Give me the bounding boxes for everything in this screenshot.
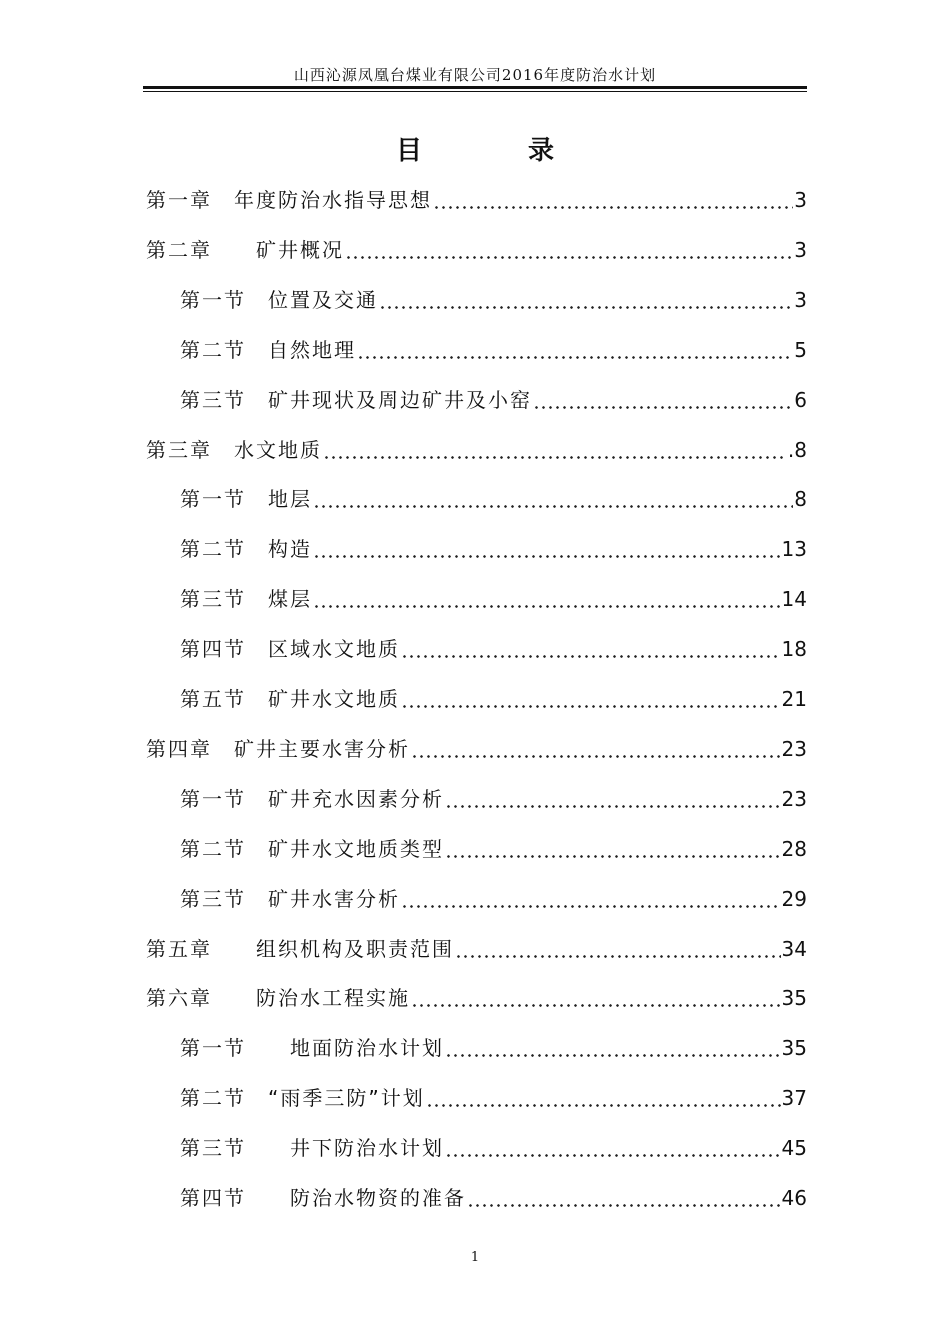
toc-entry[interactable] [180,679,807,711]
toc-entry-page: .8 [787,437,807,462]
toc-dot-leader [401,637,781,661]
toc-entry[interactable] [180,1178,807,1210]
toc-entry-label: 第六章 防治水工程实施 [146,986,410,1011]
toc-entry[interactable] [180,479,807,511]
toc-entry-label: 第三节 矿井水害分析 [180,886,400,911]
toc-entry-page: 6 [794,387,807,412]
toc-entry[interactable] [180,579,807,611]
toc-entry[interactable] [180,529,807,561]
toc-entry-page: 28 [781,836,807,861]
page-title: 目 录 [395,136,594,166]
toc-entry-label: 第三节 矿井现状及周边矿井及小窑 [180,387,532,412]
toc-entry-page: 23 [781,786,807,811]
toc-entry-page: 21 [781,687,807,711]
toc-entry[interactable] [180,1078,807,1110]
toc-entry-page: 18 [781,637,807,662]
toc-entry-page: 8 [794,487,807,512]
toc-entry-label: 第五节 矿井水文地质 [180,687,400,711]
toc-entry[interactable] [180,879,807,911]
toc-entry-page: 45 [781,1136,807,1161]
toc-entry-page: 14 [781,587,807,612]
toc-dot-leader [411,737,781,761]
toc-dot-leader [411,986,781,1010]
toc-entry-label: 第二节 “雨季三防”计划 [180,1086,425,1111]
toc-entry[interactable] [180,1028,807,1060]
header-rule-thick [143,86,807,89]
toc-dot-leader [313,537,781,561]
toc-dot-leader [433,188,793,212]
toc-entry[interactable] [146,929,807,961]
toc-dot-leader [313,487,793,511]
toc-entry[interactable] [146,978,807,1010]
toc-entry-page: 13 [781,537,807,562]
toc-entry-label: 第一节 地面防治水计划 [180,1036,444,1061]
toc-entry-label: 第二节 矿井水文地质类型 [180,836,444,861]
toc-dot-leader [445,1036,781,1060]
toc-entry-page: 34 [781,936,807,961]
toc-entry[interactable] [180,1128,807,1160]
toc-entry[interactable] [146,180,807,212]
toc-entry-label: 第二章 矿井概况 [146,237,344,262]
toc-entry-page: 23 [781,736,807,761]
toc-dot-leader [445,1136,781,1160]
toc-dot-leader [445,787,781,811]
running-header: 山西沁源凤凰台煤业有限公司2016年度防治水计划 [293,66,657,84]
toc-entry-page: 3 [794,287,807,312]
toc-dot-leader [401,887,781,911]
toc-entry-page: 46 [781,1186,807,1210]
toc-dot-leader [357,338,793,362]
toc-entry-page: 35 [781,986,807,1011]
toc-dot-leader [313,587,781,611]
toc-entry-page: 37 [781,1086,807,1111]
toc-entry[interactable] [146,230,807,262]
toc-entry-label: 第三章 水文地质 [146,437,322,462]
toc-entry-label: 第二节 构造 [180,537,312,562]
toc-dot-leader [345,238,793,262]
toc-entry[interactable] [180,779,807,811]
toc-entry-label: 第四章 矿井主要水害分析 [146,736,410,761]
toc-entry-page: 29 [781,886,807,911]
toc-dot-leader [426,1086,781,1110]
header-rule-thin [143,91,807,92]
toc-entry-label: 第三节 井下防治水计划 [180,1136,444,1161]
toc-entry-label: 第四节 防治水物资的准备 [180,1186,466,1210]
toc-entry-page: 35 [781,1036,807,1061]
toc-entry-label: 第一节 矿井充水因素分析 [180,786,444,811]
toc-entry[interactable] [180,829,807,861]
toc-entry[interactable] [146,729,807,761]
toc-entry[interactable] [180,629,807,661]
toc-entry-label: 第四节 区域水文地质 [180,637,400,662]
toc-entry-label: 第五章 组织机构及职责范围 [146,936,454,961]
toc-entry-page: 5 [794,337,807,362]
toc-entry-page: 3 [794,188,807,212]
toc-entry[interactable] [180,330,807,362]
toc-entry-label: 第二节 自然地理 [180,337,356,362]
toc-dot-leader [379,288,793,312]
toc-dot-leader [455,937,781,961]
page-number: 1 [470,1250,480,1265]
toc-dot-leader [445,837,781,861]
toc-dot-leader [323,438,787,462]
toc-dot-leader [467,1186,781,1210]
toc-entry-label: 第一节 地层 [180,487,312,512]
toc-entry-label: 第一章 年度防治水指导思想 [146,188,432,212]
toc-entry[interactable] [180,280,807,312]
toc-entry[interactable] [180,380,807,412]
toc-dot-leader [533,388,793,412]
toc-entry[interactable] [146,430,807,462]
toc-entry-label: 第一节 位置及交通 [180,287,378,312]
toc-dot-leader [401,687,781,711]
toc-entry-page: 3 [794,237,807,262]
toc-entry-label: 第三节 煤层 [180,587,312,612]
